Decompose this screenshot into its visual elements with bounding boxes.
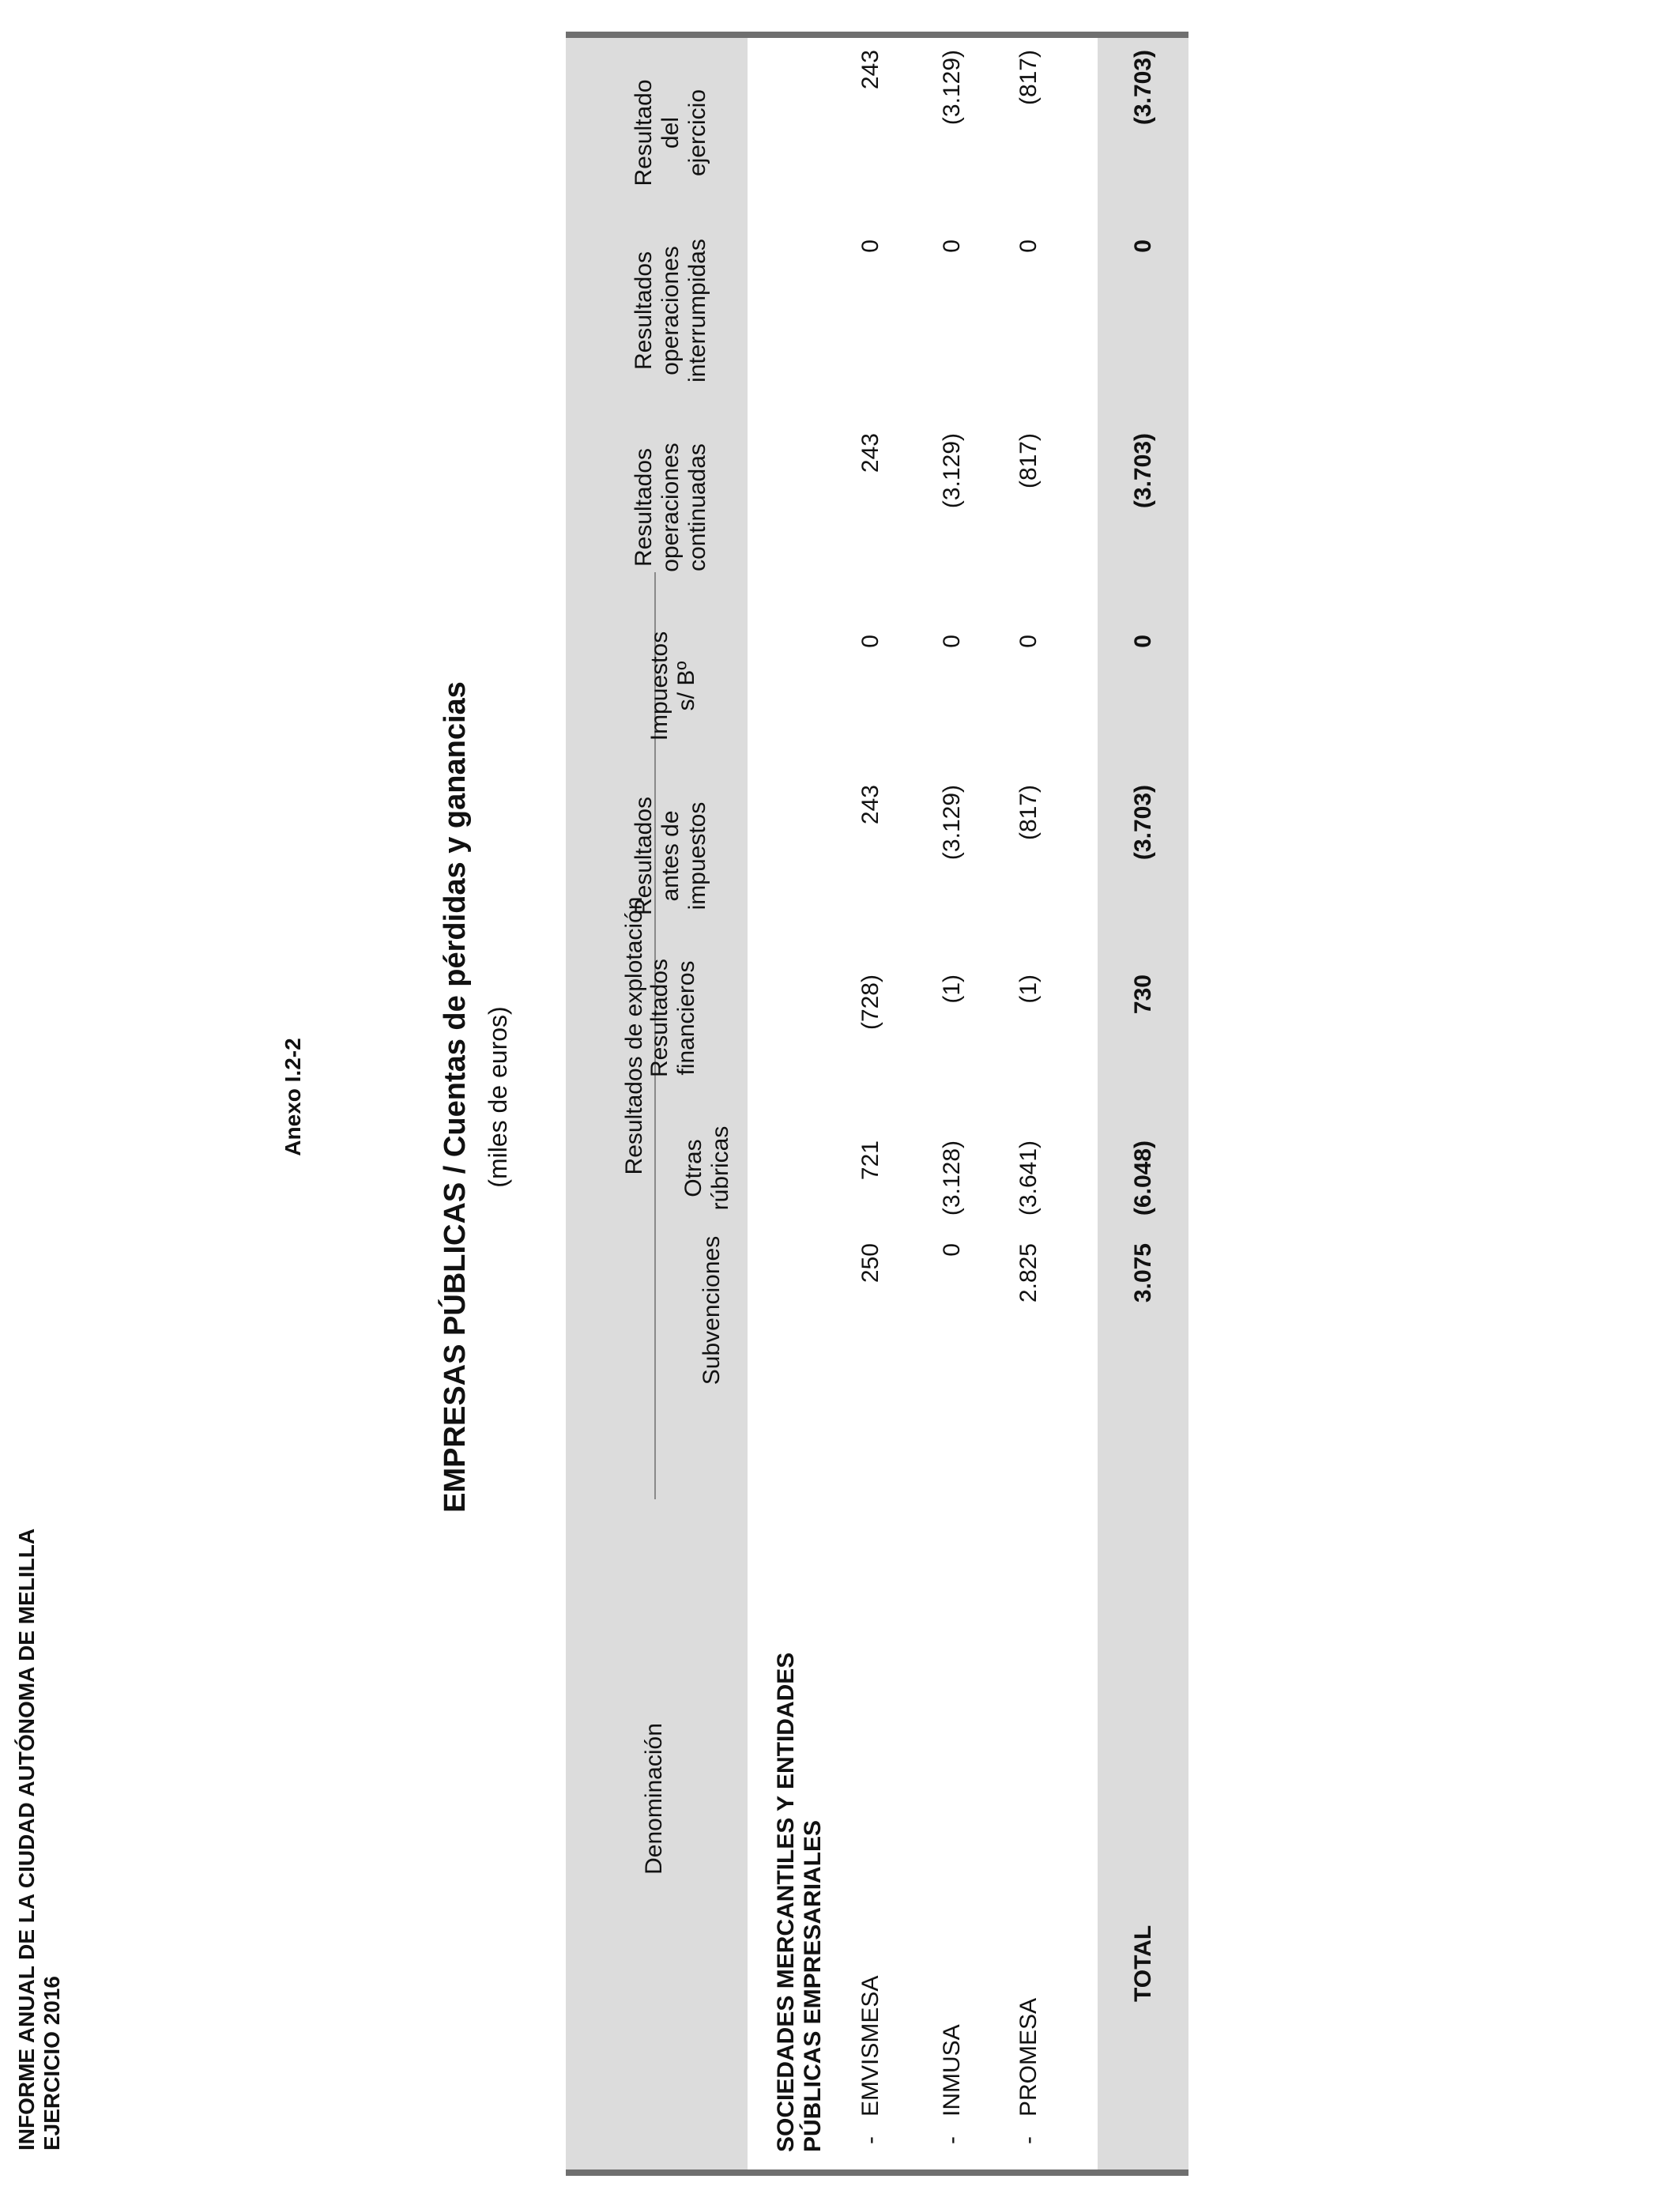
total-ejercicio: (3.703)	[1130, 50, 1156, 126]
total-interrumpidas: 0	[1130, 239, 1156, 253]
row-name: PROMESA	[1015, 1997, 1042, 2117]
total-subvenciones: 3.075	[1130, 1243, 1156, 1303]
cell-ejercicio: (3.129)	[939, 50, 965, 126]
header-interrumpidas: Resultados operaciones interrumpidas	[631, 239, 710, 383]
header-continuadas: Resultados operaciones continuadas	[631, 443, 710, 572]
cell-impuestos: 0	[1015, 635, 1042, 648]
header-impuestos: Impuestos s/ Bº	[646, 631, 699, 741]
cell-impuestos: 0	[857, 635, 883, 648]
cell-subvenciones: 250	[857, 1243, 883, 1284]
cell-continuadas: (817)	[1015, 433, 1042, 489]
cell-interrumpidas: 0	[1015, 239, 1042, 253]
header-explotacion-group: Resultados de explotación	[621, 896, 647, 1175]
cell-continuadas: (3.129)	[939, 433, 965, 509]
header-ejercicio: Resultado del ejercicio	[631, 79, 710, 187]
cell-subvenciones: 2.825	[1015, 1243, 1042, 1303]
section-label: SOCIEDADES MERCANTILES Y ENTIDADES PÚBLICAS EMPRESARIALES	[773, 1652, 826, 2152]
cell-financieros: (1)	[1015, 974, 1042, 1004]
row-name: INMUSA	[939, 2024, 965, 2117]
total-financieros: 730	[1130, 974, 1156, 1015]
cell-subvenciones: 0	[939, 1243, 965, 1257]
total-impuestos: 0	[1130, 635, 1156, 648]
total-label: TOTAL	[1130, 1924, 1156, 2002]
cell-antes: (3.129)	[939, 785, 965, 861]
total-otras: (6.048)	[1130, 1140, 1156, 1216]
cell-ejercicio: (817)	[1015, 50, 1042, 106]
header-otras-rubricas: Otras rúbricas	[680, 1125, 733, 1211]
cell-financieros: (728)	[857, 974, 883, 1031]
cell-financieros: (1)	[939, 974, 965, 1004]
header-denominacion: Denominación	[641, 1723, 667, 1875]
row-dash: -	[939, 2136, 965, 2144]
units-label: (miles de euros)	[484, 1006, 512, 1188]
report-title: INFORME ANUAL DE LA CIUDAD AUTÓNOMA DE MELILLA	[14, 1528, 39, 2151]
row-dash: -	[1015, 2136, 1042, 2144]
total-antes: (3.703)	[1130, 785, 1156, 861]
cell-impuestos: 0	[939, 635, 965, 648]
annex-label: Anexo I.2-2	[281, 1038, 305, 1156]
total-continuadas: (3.703)	[1130, 433, 1156, 509]
report-header	[14, 1529, 65, 2151]
cell-antes: (817)	[1015, 785, 1042, 841]
income-statement-table	[566, 32, 1188, 2176]
header-financieros: Resultados financieros	[646, 958, 699, 1078]
cell-ejercicio: 243	[857, 50, 883, 90]
table-right-border	[566, 32, 1188, 38]
header-subvenciones: Subvenciones	[699, 1235, 725, 1385]
cell-interrumpidas: 0	[939, 239, 965, 253]
header-antes-impuestos: Resultados antes de impuestos	[631, 796, 710, 916]
page-title: EMPRESAS PÚBLICAS / Cuentas de pérdidas y ganancias	[439, 681, 472, 1513]
table-left-border	[566, 2169, 1188, 2176]
cell-continuadas: 243	[857, 433, 883, 473]
row-dash: -	[857, 2136, 883, 2144]
cell-otras: (3.128)	[939, 1140, 965, 1216]
cell-interrumpidas: 0	[857, 239, 883, 253]
report-year: EJERCICIO 2016	[40, 1976, 64, 2151]
cell-otras: (3.641)	[1015, 1140, 1042, 1216]
cell-otras: 721	[857, 1140, 883, 1181]
row-name: EMVISMESA	[857, 1975, 883, 2117]
cell-antes: 243	[857, 785, 883, 825]
